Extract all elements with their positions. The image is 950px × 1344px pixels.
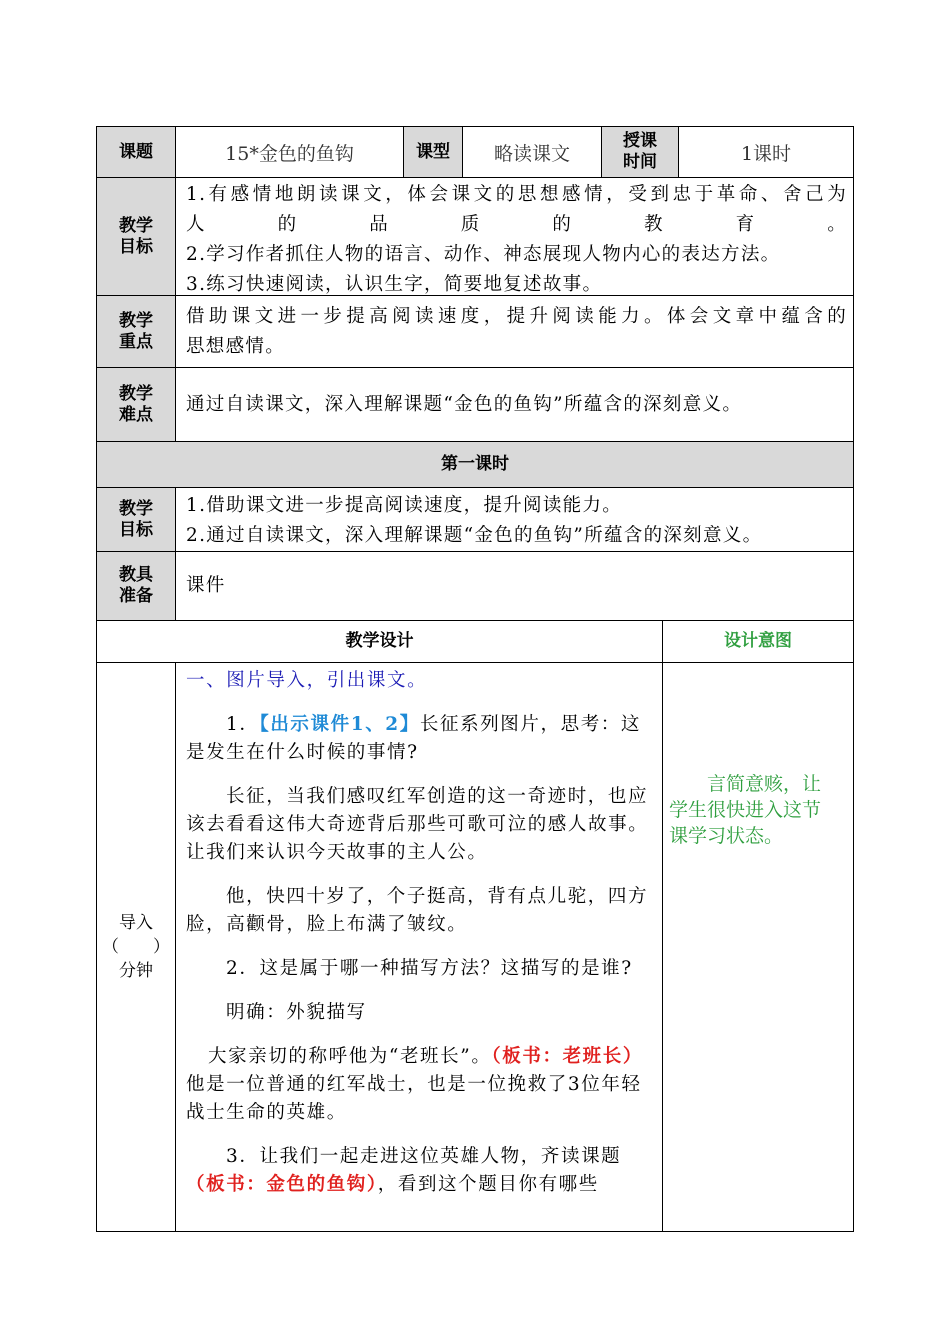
lesson-goals-label: 教学 目标 (96, 487, 176, 552)
tools-content (175, 551, 854, 621)
intro-heading: 一、图片导入，引出课文。 (186, 670, 428, 691)
time-value: 1课时 (678, 126, 854, 178)
intro-label: 导入 （ ） 分钟 (96, 662, 176, 1232)
design-header: 教学设计 (96, 620, 663, 663)
key-point-line-1: 借助课文进一步提高阅读速度，提升阅读能力。体会文章中蕴含的 (186, 306, 847, 327)
intro-paragraph-5: 明确：外貌描写 (226, 1002, 367, 1023)
time-label: 授课 时间 (601, 126, 679, 178)
difficulties-label: 教学 难点 (96, 367, 176, 442)
key-point-line-2: 思想感情。 (186, 336, 286, 357)
intro-paragraph-1: 1．【出示课件1、2】长征系列图片，思考：这是发生在什么时候的事情? (186, 714, 641, 763)
topic-value: 15*金色的鱼钩 (175, 126, 404, 178)
intent-line-3: 课学习状态。 (669, 825, 784, 847)
intro-paragraph-2: 长征，当我们感叹红军创造的这一奇迹时，也应该去看看这伟大奇迹背后那些可歌可泣的感人故事。让我们来认识今天故事的主人公。 (186, 786, 649, 863)
tools-text: 课件 (186, 575, 226, 596)
type-label: 课型 (403, 126, 463, 178)
intent-line-1: 言简意赅，让 (707, 773, 822, 795)
difficulties-content (175, 367, 854, 442)
goal-line-1b: 人的品质的教育。 (186, 214, 847, 235)
section-title: 第一课时 (96, 441, 854, 488)
intent-header: 设计意图 (662, 620, 854, 663)
intro-content (175, 662, 663, 1232)
goals-label: 教学 目标 (96, 177, 176, 296)
type-value: 略读课文 (462, 126, 602, 178)
board-note-1: （板书：老班长） (491, 1046, 643, 1067)
goals-content (175, 177, 854, 296)
courseware-highlight: 【出示课件1、2】 (259, 714, 420, 735)
key-points-label: 教学 重点 (96, 295, 176, 368)
goal-line-1a: 1.有感情地朗读课文，体会课文的思想感情，受到忠于革命、舍己为 (186, 184, 847, 205)
goal-line-2: 2.学习作者抓住人物的语言、动作、神态展现人物内心的表达方法。 (186, 244, 781, 265)
lesson-plan-table (96, 126, 854, 1232)
key-points-content (175, 295, 854, 368)
intro-intent (662, 662, 854, 1232)
intro-paragraph-7: 3．让我们一起走进这位英雄人物，齐读课题（板书：金色的鱼钩），看到这个题目你有哪些 (186, 1146, 622, 1195)
intro-paragraph-6: 大家亲切的称呼他为“老班长”。（板书：老班长）他是一位普通的红军战士，也是一位挽救了3位年轻战士生命的英雄。 (186, 1046, 643, 1123)
goal-line-3: 3.练习快速阅读，认识生字，简要地复述故事。 (186, 274, 603, 295)
difficulty-text: 通过自读课文，深入理解课题“金色的鱼钩”所蕴含的深刻意义。 (186, 393, 743, 415)
lesson-goal-line-2: 2.通过自读课文，深入理解课题“金色的鱼钩”所蕴含的深刻意义。 (186, 525, 763, 546)
lesson-goals-content (175, 487, 854, 552)
topic-label: 课题 (96, 126, 176, 178)
intro-paragraph-4: 2．这是属于哪一种描写方法？这描写的是谁? (226, 958, 633, 979)
tools-label: 教具 准备 (96, 551, 176, 621)
board-note-2: （板书：金色的鱼钩） (186, 1174, 378, 1195)
intent-line-2: 学生很快进入这节 (669, 799, 822, 821)
intro-paragraph-3: 他，快四十岁了，个子挺高，背有点儿驼，四方脸，高颧骨，脸上布满了皱纹。 (186, 886, 649, 935)
lesson-goal-line-1: 1.借助课文进一步提高阅读速度，提升阅读能力。 (186, 495, 623, 516)
